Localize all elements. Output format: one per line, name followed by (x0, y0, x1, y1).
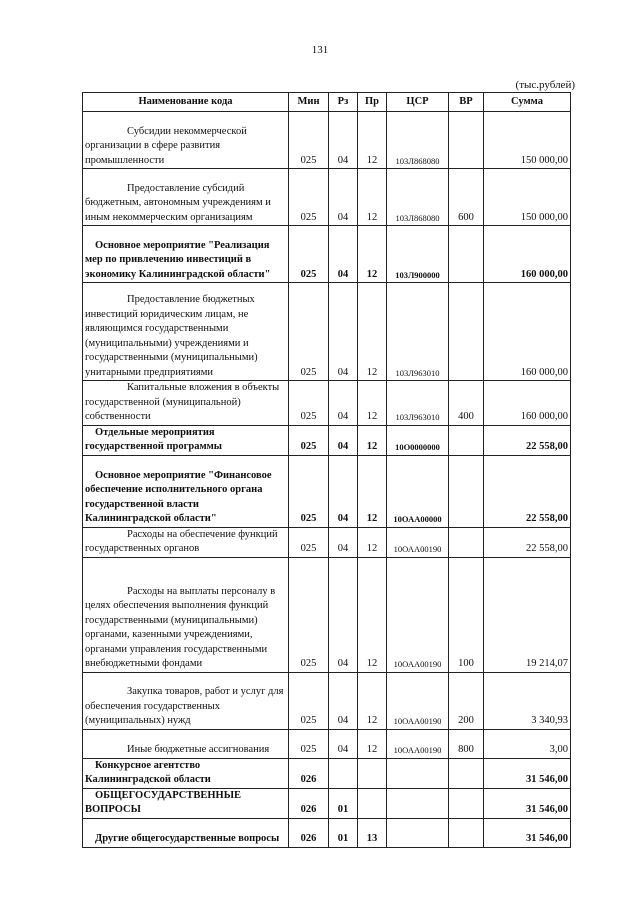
row-name (83, 455, 289, 527)
row-vr (449, 425, 484, 455)
row-min: 025 (289, 672, 329, 729)
header-name: Наименование кода (83, 93, 289, 112)
row-min: 025 (289, 226, 329, 283)
row-vr (449, 226, 484, 283)
row-pr: 12 (358, 283, 387, 381)
row-vr: 400 (449, 381, 484, 426)
row-rz: 04 (329, 169, 358, 226)
row-sum: 160 000,00 (484, 226, 571, 283)
table-row (83, 283, 571, 381)
row-name-text: Капитальные вложения в объекты государственной (муниципальной) собственности (85, 382, 280, 422)
row-vr: 200 (449, 672, 484, 729)
page-number: 131 (311, 44, 329, 56)
row-csr: 10ОАА00190 (387, 557, 449, 672)
row-pr: 12 (358, 381, 387, 426)
row-csr: 10ОАА00190 (387, 672, 449, 729)
row-sum: 3,00 (484, 729, 571, 758)
header-vr: ВР (449, 93, 484, 112)
row-pr: 12 (358, 226, 387, 283)
row-csr: 103Л900000 (387, 226, 449, 283)
row-vr (449, 527, 484, 557)
row-rz: 04 (329, 381, 358, 426)
header-csr: ЦСР (387, 93, 449, 112)
row-rz: 04 (329, 226, 358, 283)
row-pr: 12 (358, 729, 387, 758)
row-sum: 3 340,93 (484, 672, 571, 729)
row-rz: 04 (329, 729, 358, 758)
row-pr: 12 (358, 455, 387, 527)
row-vr (449, 788, 484, 818)
header-pr: Пр (358, 93, 387, 112)
row-sum: 150 000,00 (484, 112, 571, 169)
row-rz: 04 (329, 425, 358, 455)
row-pr: 12 (358, 169, 387, 226)
row-name (83, 788, 289, 818)
row-csr: 103Л963010 (387, 381, 449, 426)
row-rz: 04 (329, 672, 358, 729)
row-name (83, 226, 289, 283)
row-sum: 150 000,00 (484, 169, 571, 226)
table-row (83, 169, 571, 226)
row-name (83, 758, 289, 788)
row-name-text: Расходы на выплаты персоналу в целях обеспечения выполнения функций государственными (муниципальными) органами, казенными учреждениями, органами управления государственными внебюджетными фондами (85, 585, 276, 669)
row-name-text: Закупка товаров, работ и услуг для обеспечения государственных (муниципальных) нужд (85, 686, 284, 726)
row-name (83, 818, 289, 847)
row-min: 025 (289, 425, 329, 455)
row-min: 026 (289, 818, 329, 847)
row-rz: 01 (329, 818, 358, 847)
row-min: 025 (289, 527, 329, 557)
row-sum: 19 214,07 (484, 557, 571, 672)
budget-table (82, 92, 571, 848)
row-name-text: Основное мероприятие "Финансовое обеспечение исполнительного органа государственной власти Калининградской области" (85, 469, 272, 524)
row-name-text: Расходы на обеспечение функций государственных органов (85, 528, 278, 554)
row-pr: 12 (358, 672, 387, 729)
row-name-text: Конкурсное агентство Калининградской области (85, 759, 211, 785)
row-name (83, 169, 289, 226)
row-vr (449, 283, 484, 381)
table-row (83, 818, 571, 847)
row-vr: 800 (449, 729, 484, 758)
row-sum: 31 546,00 (484, 788, 571, 818)
row-vr (449, 758, 484, 788)
table-row (83, 672, 571, 729)
row-pr: 12 (358, 112, 387, 169)
header-min: Мин (289, 93, 329, 112)
header-rz: Рз (329, 93, 358, 112)
table-row (83, 226, 571, 283)
table-row (83, 788, 571, 818)
row-min: 025 (289, 729, 329, 758)
row-min: 025 (289, 283, 329, 381)
row-name-text: Предоставление субсидий бюджетным, автономным учреждениям и иным некоммерческим организациям (85, 182, 271, 223)
row-name (83, 672, 289, 729)
row-csr: 10ОАА00000 (387, 455, 449, 527)
row-name-text: ОБЩЕГОСУДАРСТВЕННЫЕ ВОПРОСЫ (85, 789, 242, 815)
row-vr: 600 (449, 169, 484, 226)
row-rz (329, 758, 358, 788)
row-rz: 01 (329, 788, 358, 818)
row-rz: 04 (329, 112, 358, 169)
row-pr: 12 (358, 557, 387, 672)
row-min: 026 (289, 788, 329, 818)
row-name (83, 527, 289, 557)
row-csr (387, 788, 449, 818)
row-pr: 12 (358, 527, 387, 557)
unit-label: (тыс.рублей) (515, 79, 575, 91)
row-name (83, 425, 289, 455)
row-name-text: Иные бюджетные ассигнования (127, 744, 270, 755)
row-min: 025 (289, 381, 329, 426)
row-pr: 12 (358, 425, 387, 455)
row-csr: 10О0000000 (387, 425, 449, 455)
row-sum: 31 546,00 (484, 758, 571, 788)
row-sum: 22 558,00 (484, 425, 571, 455)
table-row (83, 729, 571, 758)
row-min: 025 (289, 557, 329, 672)
table-row (83, 527, 571, 557)
row-name (83, 283, 289, 381)
row-name (83, 729, 289, 758)
row-name (83, 557, 289, 672)
row-vr: 100 (449, 557, 484, 672)
row-rz: 04 (329, 455, 358, 527)
row-min: 026 (289, 758, 329, 788)
row-rz: 04 (329, 283, 358, 381)
row-csr: 103Л963010 (387, 283, 449, 381)
row-min: 025 (289, 112, 329, 169)
row-pr: 13 (358, 818, 387, 847)
row-csr: 10ОАА00190 (387, 527, 449, 557)
row-min: 025 (289, 455, 329, 527)
row-name-text: Основное мероприятие "Реализация мер по привлечению инвестиций в экономику Калининградской области" (85, 239, 271, 280)
row-csr: 10ОАА00190 (387, 729, 449, 758)
row-csr: 103Л868080 (387, 112, 449, 169)
table-row (83, 455, 571, 527)
row-vr (449, 112, 484, 169)
row-pr (358, 788, 387, 818)
row-sum: 160 000,00 (484, 283, 571, 381)
row-name-text: Предоставление бюджетных инвестиций юридическим лицам, не являющимся государственными (муниципальными) учреждениями и государственными (муниципальными) унитарными предприятиями (85, 294, 258, 378)
table-row (83, 425, 571, 455)
header-sum: Сумма (484, 93, 571, 112)
row-name-text: Другие общегосударственные вопросы (95, 833, 280, 844)
row-name-text: Субсидии некоммерческой организации в сфере развития промышленности (85, 125, 247, 166)
row-csr (387, 758, 449, 788)
row-pr (358, 758, 387, 788)
row-sum: 22 558,00 (484, 527, 571, 557)
row-min: 025 (289, 169, 329, 226)
table-row (83, 557, 571, 672)
row-name (83, 112, 289, 169)
row-rz: 04 (329, 527, 358, 557)
table-header-row (83, 93, 571, 112)
row-sum: 31 546,00 (484, 818, 571, 847)
row-name (83, 381, 289, 426)
row-csr: 103Л868080 (387, 169, 449, 226)
row-csr (387, 818, 449, 847)
table-row (83, 758, 571, 788)
row-rz: 04 (329, 557, 358, 672)
row-vr (449, 455, 484, 527)
row-name-text: Отдельные мероприятия государственной программы (85, 426, 222, 452)
row-sum: 160 000,00 (484, 381, 571, 426)
table-row (83, 112, 571, 169)
row-sum: 22 558,00 (484, 455, 571, 527)
table-row (83, 381, 571, 426)
row-vr (449, 818, 484, 847)
